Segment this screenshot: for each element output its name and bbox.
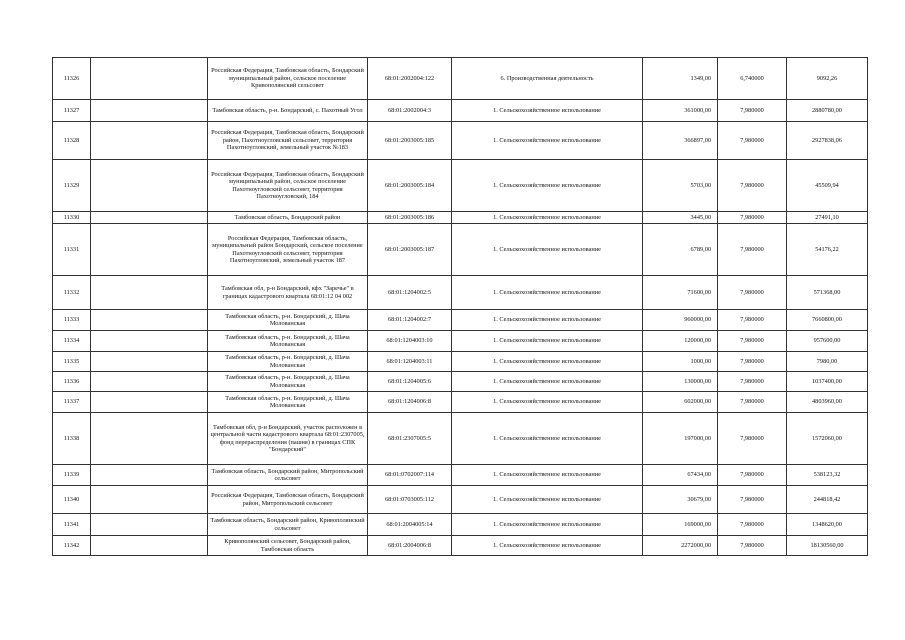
row-number: 11341 bbox=[53, 514, 91, 536]
area-cell: 2272000,00 bbox=[643, 536, 718, 556]
land-use: 1. Сельскохозяйственное использование bbox=[452, 514, 643, 536]
rate-cell: 7,980000 bbox=[718, 160, 787, 212]
row-number: 11342 bbox=[53, 536, 91, 556]
address-cell: Тамбовская область, р-н. Бондарский, д. Шача Молованская bbox=[208, 310, 368, 331]
land-use: 6. Производственная деятельность bbox=[452, 58, 643, 100]
area-cell: 5703,00 bbox=[643, 160, 718, 212]
area-cell: 120000,00 bbox=[643, 331, 718, 352]
row-number: 11330 bbox=[53, 212, 91, 224]
cadastral-number: 68:01:1204002:7 bbox=[368, 310, 452, 331]
row-number: 11328 bbox=[53, 122, 91, 160]
land-use: 1. Сельскохозяйственное использование bbox=[452, 122, 643, 160]
rate-cell: 7,980000 bbox=[718, 486, 787, 514]
table-row bbox=[53, 310, 868, 331]
land-use: 1. Сельскохозяйственное использование bbox=[452, 372, 643, 392]
cadastral-number: 68:01:2003005:185 bbox=[368, 122, 452, 160]
value-cell: 7660800,00 bbox=[787, 310, 868, 331]
value-cell: 18130560,00 bbox=[787, 536, 868, 556]
area-cell: 1349,00 bbox=[643, 58, 718, 100]
row-number: 11329 bbox=[53, 160, 91, 212]
rate-cell: 7,980000 bbox=[718, 465, 787, 486]
table-row bbox=[53, 413, 868, 465]
land-use: 1. Сельскохозяйственное использование bbox=[452, 331, 643, 352]
land-use: 1. Сельскохозяйственное использование bbox=[452, 392, 643, 413]
address-cell: Российская Федерация, Тамбовская область, Бондарский район, Пахотноугловский сельсовет, территория Пахотноугловский, земельный участок №183 bbox=[208, 122, 368, 160]
row-number: 11336 bbox=[53, 372, 91, 392]
empty-cell bbox=[91, 160, 208, 212]
cadastral-number: 68:01:2002004:122 bbox=[368, 58, 452, 100]
land-use: 1. Сельскохозяйственное использование bbox=[452, 212, 643, 224]
empty-cell bbox=[91, 536, 208, 556]
rate-cell: 7,980000 bbox=[718, 331, 787, 352]
table-row bbox=[53, 331, 868, 352]
address-cell: Российская Федерация, Тамбовская область, Бондарский муниципальный район, сельское поселение Кривополянский сельсовет bbox=[208, 58, 368, 100]
land-registry-table bbox=[52, 57, 868, 556]
empty-cell bbox=[91, 372, 208, 392]
value-cell: 538123,32 bbox=[787, 465, 868, 486]
table-row bbox=[53, 486, 868, 514]
value-cell: 45509,94 bbox=[787, 160, 868, 212]
row-number: 11326 bbox=[53, 58, 91, 100]
rate-cell: 7,980000 bbox=[718, 536, 787, 556]
area-cell: 6789,00 bbox=[643, 224, 718, 276]
cadastral-number: 68:01:2004006:8 bbox=[368, 536, 452, 556]
land-use: 1. Сельскохозяйственное использование bbox=[452, 224, 643, 276]
row-number: 11340 bbox=[53, 486, 91, 514]
cadastral-number: 68:01:1204006:8 bbox=[368, 392, 452, 413]
address-cell: Тамбовская область, Бондарский район bbox=[208, 212, 368, 224]
empty-cell bbox=[91, 122, 208, 160]
address-cell: Тамбовская область, р-н. Бондарский, с. Пахотный Угол bbox=[208, 100, 368, 122]
area-cell: 67434,00 bbox=[643, 465, 718, 486]
address-cell: Тамбовская область, р-н. Бондарский, д. Шача Молованская bbox=[208, 372, 368, 392]
empty-cell bbox=[91, 276, 208, 310]
empty-cell bbox=[91, 413, 208, 465]
rate-cell: 7,980000 bbox=[718, 224, 787, 276]
area-cell: 1000,00 bbox=[643, 352, 718, 372]
rate-cell: 7,980000 bbox=[718, 372, 787, 392]
address-cell: Тамбовская область, Бондарский район, Кривополянский сельсовет bbox=[208, 514, 368, 536]
area-cell: 602000,00 bbox=[643, 392, 718, 413]
empty-cell bbox=[91, 100, 208, 122]
table-row bbox=[53, 352, 868, 372]
table-row bbox=[53, 160, 868, 212]
rate-cell: 7,980000 bbox=[718, 276, 787, 310]
table-row bbox=[53, 465, 868, 486]
address-cell: Тамбовская область, Бондарский район, Митропольский сельсовет bbox=[208, 465, 368, 486]
address-cell: Российская Федерация, Тамбовская область, Бондарский район, Митропольский сельсовет bbox=[208, 486, 368, 514]
rate-cell: 7,980000 bbox=[718, 100, 787, 122]
rate-cell: 7,980000 bbox=[718, 212, 787, 224]
land-use: 1. Сельскохозяйственное использование bbox=[452, 465, 643, 486]
area-cell: 197000,00 bbox=[643, 413, 718, 465]
area-cell: 3445,00 bbox=[643, 212, 718, 224]
table-row bbox=[53, 58, 868, 100]
area-cell: 130000,00 bbox=[643, 372, 718, 392]
cadastral-number: 68:01:1204003:11 bbox=[368, 352, 452, 372]
area-cell: 366897,00 bbox=[643, 122, 718, 160]
value-cell: 1572060,00 bbox=[787, 413, 868, 465]
row-number: 11327 bbox=[53, 100, 91, 122]
address-cell: Тамбовская область, р-н. Бондарский, д. Шача Молованская bbox=[208, 392, 368, 413]
cadastral-number: 68:01:2004005:14 bbox=[368, 514, 452, 536]
value-cell: 1348620,00 bbox=[787, 514, 868, 536]
cadastral-number: 68:01:0703005:112 bbox=[368, 486, 452, 514]
value-cell: 7980,00 bbox=[787, 352, 868, 372]
address-cell: Тамбовская область, р-н. Бондарский, д. Шача Молованская bbox=[208, 352, 368, 372]
table-row bbox=[53, 212, 868, 224]
rate-cell: 7,980000 bbox=[718, 310, 787, 331]
cadastral-number: 68:01:1204002:5 bbox=[368, 276, 452, 310]
row-number: 11337 bbox=[53, 392, 91, 413]
cadastral-number: 68:01:0702007:114 bbox=[368, 465, 452, 486]
empty-cell bbox=[91, 465, 208, 486]
empty-cell bbox=[91, 58, 208, 100]
empty-cell bbox=[91, 514, 208, 536]
area-cell: 71600,00 bbox=[643, 276, 718, 310]
empty-cell bbox=[91, 392, 208, 413]
value-cell: 4803960,00 bbox=[787, 392, 868, 413]
area-cell: 960000,00 bbox=[643, 310, 718, 331]
address-cell: Тамбовская обл, р-н Бондарский, участок расположен в центральной части кадастрового квартала 68:01:2307005, фонд перераспределения (пашня) в границах СПК "Бондарский" bbox=[208, 413, 368, 465]
rate-cell: 6,740000 bbox=[718, 58, 787, 100]
area-cell: 361000,00 bbox=[643, 100, 718, 122]
rate-cell: 7,980000 bbox=[718, 352, 787, 372]
land-use: 1. Сельскохозяйственное использование bbox=[452, 276, 643, 310]
value-cell: 9092,26 bbox=[787, 58, 868, 100]
empty-cell bbox=[91, 331, 208, 352]
address-cell: Российская Федерация, Тамбовская область, муниципальный район Бондарский, сельское поселение Пахотноугловский сельсовет, территория Пахотноугловский, земельный участок 187 bbox=[208, 224, 368, 276]
row-number: 11334 bbox=[53, 331, 91, 352]
table-row bbox=[53, 392, 868, 413]
cadastral-number: 68:01:2003005:187 bbox=[368, 224, 452, 276]
empty-cell bbox=[91, 486, 208, 514]
empty-cell bbox=[91, 310, 208, 331]
area-cell: 30679,00 bbox=[643, 486, 718, 514]
empty-cell bbox=[91, 224, 208, 276]
value-cell: 27491,10 bbox=[787, 212, 868, 224]
table-row bbox=[53, 514, 868, 536]
row-number: 11331 bbox=[53, 224, 91, 276]
table-body bbox=[53, 58, 868, 556]
row-number: 11332 bbox=[53, 276, 91, 310]
value-cell: 2927838,06 bbox=[787, 122, 868, 160]
address-cell: Тамбовская обл, р-н Бондарский, кфх "Заречье" в границах кадастрового квартала 68:01:12 04 002 bbox=[208, 276, 368, 310]
cadastral-number: 68:01:1204003:10 bbox=[368, 331, 452, 352]
empty-cell bbox=[91, 212, 208, 224]
land-use: 1. Сельскохозяйственное использование bbox=[452, 486, 643, 514]
rate-cell: 7,980000 bbox=[718, 413, 787, 465]
table-row bbox=[53, 536, 868, 556]
value-cell: 244818,42 bbox=[787, 486, 868, 514]
land-use: 1. Сельскохозяйственное использование bbox=[452, 352, 643, 372]
rate-cell: 7,980000 bbox=[718, 122, 787, 160]
cadastral-number: 68:01:1204005:6 bbox=[368, 372, 452, 392]
value-cell: 2880780,00 bbox=[787, 100, 868, 122]
land-use: 1. Сельскохозяйственное использование bbox=[452, 160, 643, 212]
value-cell: 54176,22 bbox=[787, 224, 868, 276]
rate-cell: 7,980000 bbox=[718, 392, 787, 413]
table-row bbox=[53, 276, 868, 310]
area-cell: 169000,00 bbox=[643, 514, 718, 536]
address-cell: Российская Федерация, Тамбовская область, Бондарский муниципальный район, сельское поселение Пахотноугловский сельсовет, территория Пахотноугловский, 184 bbox=[208, 160, 368, 212]
cadastral-number: 68:01:2003005:184 bbox=[368, 160, 452, 212]
row-number: 11338 bbox=[53, 413, 91, 465]
rate-cell: 7,980000 bbox=[718, 514, 787, 536]
row-number: 11335 bbox=[53, 352, 91, 372]
address-cell: Тамбовская область, р-н. Бондарский, д. Шача Молованская bbox=[208, 331, 368, 352]
row-number: 11333 bbox=[53, 310, 91, 331]
land-use: 1. Сельскохозяйственное использование bbox=[452, 100, 643, 122]
value-cell: 571368,00 bbox=[787, 276, 868, 310]
land-use: 1. Сельскохозяйственное использование bbox=[452, 413, 643, 465]
land-use: 1. Сельскохозяйственное использование bbox=[452, 310, 643, 331]
value-cell: 957600,00 bbox=[787, 331, 868, 352]
cadastral-number: 68:01:2003005:186 bbox=[368, 212, 452, 224]
table-row bbox=[53, 372, 868, 392]
table-row bbox=[53, 122, 868, 160]
land-use: 1. Сельскохозяйственное использование bbox=[452, 536, 643, 556]
row-number: 11339 bbox=[53, 465, 91, 486]
cadastral-number: 68:01:2307005:5 bbox=[368, 413, 452, 465]
table-row bbox=[53, 100, 868, 122]
table-row bbox=[53, 224, 868, 276]
address-cell: Кривополянский сельсовет, Бондарский район, Тамбовская область bbox=[208, 536, 368, 556]
cadastral-number: 68:01:2002004:3 bbox=[368, 100, 452, 122]
empty-cell bbox=[91, 352, 208, 372]
value-cell: 1037400,00 bbox=[787, 372, 868, 392]
